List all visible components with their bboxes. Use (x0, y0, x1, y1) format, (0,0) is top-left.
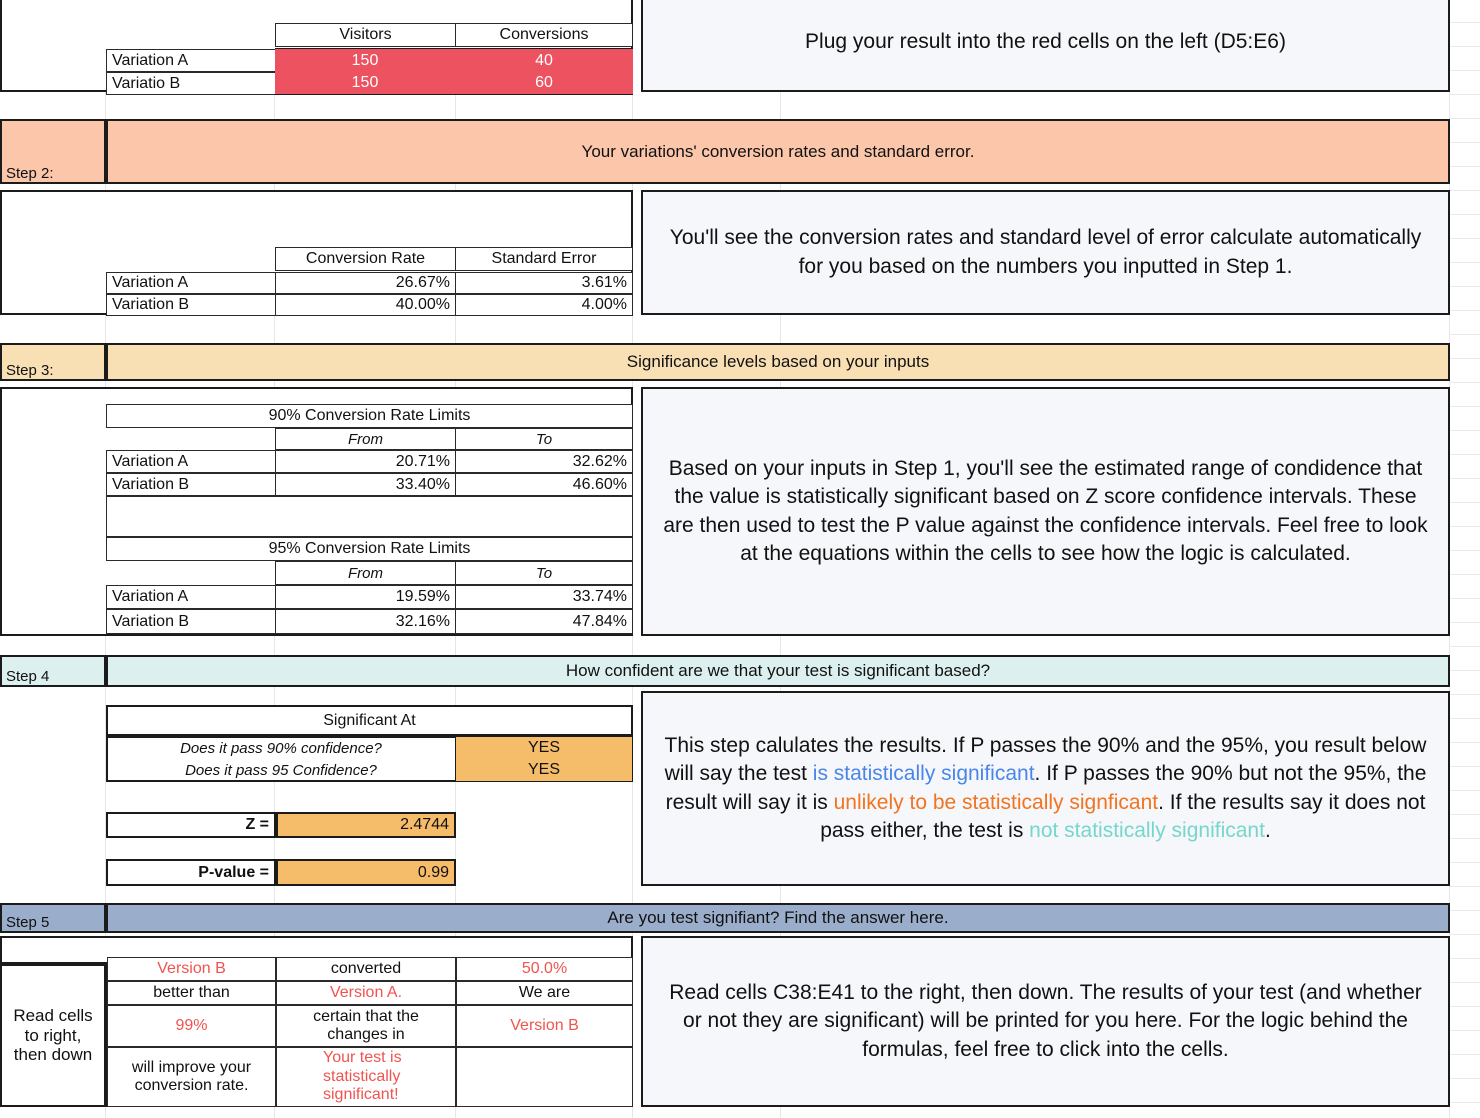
step4-question-95: Does it pass 95 Confidence? (185, 761, 377, 779)
step3-90-title: 90% Conversion Rate Limits (106, 404, 633, 428)
step5-banner: Are you test signifiant? Find the answer here. (106, 903, 1450, 933)
step5-cell-r4c2 (276, 1047, 456, 1107)
step4-answer-95: YES (456, 759, 632, 781)
step3-95-title: 95% Conversion Rate Limits (106, 537, 633, 561)
step2-note-text: You'll see the conversion rates and standard level of error calculate automatically for you based on the numbers you inputted in Step 1. (669, 226, 1422, 278)
step5-cell-r2c2: Version A. (276, 981, 456, 1005)
step3-90-to-a: 32.62% (455, 450, 633, 473)
step5-cell-r3c2 (276, 1005, 456, 1047)
step5-cell-r3c2-text: certain that the changes in (313, 1007, 419, 1043)
step3-95-from-b: 32.16% (275, 609, 456, 634)
step2-label: Step 2: (0, 119, 106, 184)
step5-cell-r4c1-text: will improve your conversion rate. (131, 1058, 252, 1094)
step1-visitors-a[interactable]: 150 (275, 49, 455, 72)
step4-note-part2: . If P passes the 90% but not the 95%, the result will say it is (665, 762, 1427, 814)
step5-note (641, 936, 1450, 1107)
step4-p-value: 0.99 (276, 859, 456, 886)
step4-banner: How confident are we that your test is significant based? (106, 655, 1450, 687)
step1-conversions-b[interactable]: 60 (455, 72, 633, 94)
step3-note (641, 387, 1450, 636)
step3-95-row-label-a: Variation A (106, 585, 276, 609)
step5-cell-r1c3: 50.0% (456, 957, 633, 981)
step3-95-to-b: 47.84% (455, 609, 633, 634)
step5-cell-r1c2: converted (276, 957, 456, 981)
step1-header-conversions: Conversions (455, 23, 633, 47)
step3-note-text: Based on your inputs in Step 1, you'll see the estimated range of condidence that the value is statistically significant based on Z score confidence intervals. These are then used to test the P value against the confidence intervals. Feel free to look at the equations within the cells to see how the logic is calculated. (663, 456, 1428, 565)
step2-error-a: 3.61% (455, 272, 633, 294)
step5-read-hint (0, 964, 106, 1107)
step3-90-from-a: 20.71% (275, 450, 456, 473)
step3-95-header-from: From (275, 561, 456, 585)
step4-label: Step 4 (0, 655, 106, 687)
step3-90-row-label-b: Variation B (106, 473, 276, 496)
step3-95-from-a: 19.59% (275, 585, 456, 609)
step3-95-header-to: To (455, 561, 633, 585)
step4-note-text (657, 732, 1434, 845)
step5-cell-r4c1 (107, 1047, 276, 1107)
step1-visitors-b[interactable]: 150 (275, 72, 455, 94)
step5-cell-r3c1: 99% (107, 1005, 276, 1047)
step5-cell-r4c2-text: Your test is statistically significant! (323, 1049, 402, 1104)
step4-note-blue: is statistically significant (812, 762, 1035, 786)
step3-90-to-b: 46.60% (455, 473, 633, 496)
step1-row-label-b: Variatio B (106, 72, 276, 95)
step5-label: Step 5 (0, 903, 106, 933)
step1-row-label-a: Variation A (106, 49, 276, 72)
step5-cell-r2c1: better than (107, 981, 276, 1005)
step4-note (641, 691, 1450, 886)
step5-read-hint-text: Read cells to right, then down (13, 1006, 93, 1065)
far-right-column (1450, 0, 1480, 1118)
step4-note-teal: not statistically significant (1029, 818, 1265, 842)
step3-90-row-label-a: Variation A (106, 450, 276, 473)
step2-row-label-a: Variation A (106, 272, 276, 294)
step3-banner: Significance levels based on your inputs (106, 343, 1450, 381)
step2-note (641, 190, 1450, 315)
step3-label: Step 3: (0, 343, 106, 381)
step4-note-orange: unlikely to be statistically signficant (833, 790, 1159, 814)
step2-header-conversion-rate: Conversion Rate (275, 247, 456, 271)
step4-note-part3: . If the results say it does not pass either, the test is (820, 790, 1426, 842)
step2-banner: Your variations' conversion rates and standard error. (106, 119, 1450, 184)
step4-question-90: Does it pass 90% confidence? (180, 739, 382, 757)
step1-note (641, 0, 1450, 92)
step3-90-from-b: 33.40% (275, 473, 456, 496)
step5-note-text: Read cells C38:E41 to the right, then down. The results of your test (and whether or not they are significant) will be printed for you here. For the logic behind the formulas, feel free to click into the cells. (669, 980, 1422, 1061)
step3-90-header-to: To (455, 428, 633, 450)
step1-note-text: Plug your result into the red cells on the left (D5:E6) (805, 29, 1286, 53)
step2-header-standard-error: Standard Error (455, 247, 633, 271)
step1-conversions-a[interactable]: 40 (455, 49, 633, 72)
step2-error-b: 4.00% (455, 294, 633, 316)
step4-note-part1: This step calulates the results. If P passes the 90% and the 95%, you result below will say the test (664, 733, 1427, 786)
step3-95-to-a: 33.74% (455, 585, 633, 609)
step2-rate-a: 26.67% (275, 272, 456, 294)
step2-rate-b: 40.00% (275, 294, 456, 316)
step4-p-label: P-value = (106, 859, 276, 886)
step1-header-visitors: Visitors (275, 23, 456, 47)
step5-cell-r3c3: Version B (456, 1005, 633, 1047)
step2-row-label-b: Variation B (106, 294, 276, 316)
step3-95-row-label-b: Variation B (106, 609, 276, 634)
step5-cell-r1c1: Version B (107, 957, 276, 981)
step4-answer-90: YES (456, 737, 632, 759)
step3-spacer-row (106, 496, 633, 537)
step3-90-header-from: From (275, 428, 456, 450)
step5-cell-r2c3: We are (456, 981, 633, 1005)
step4-significant-at-title: Significant At (106, 705, 633, 736)
step4-note-part4: . (1264, 818, 1271, 842)
step4-z-label: Z = (106, 812, 276, 838)
step4-z-value: 2.4744 (276, 812, 456, 838)
step5-cell-r4c3 (456, 1047, 633, 1107)
